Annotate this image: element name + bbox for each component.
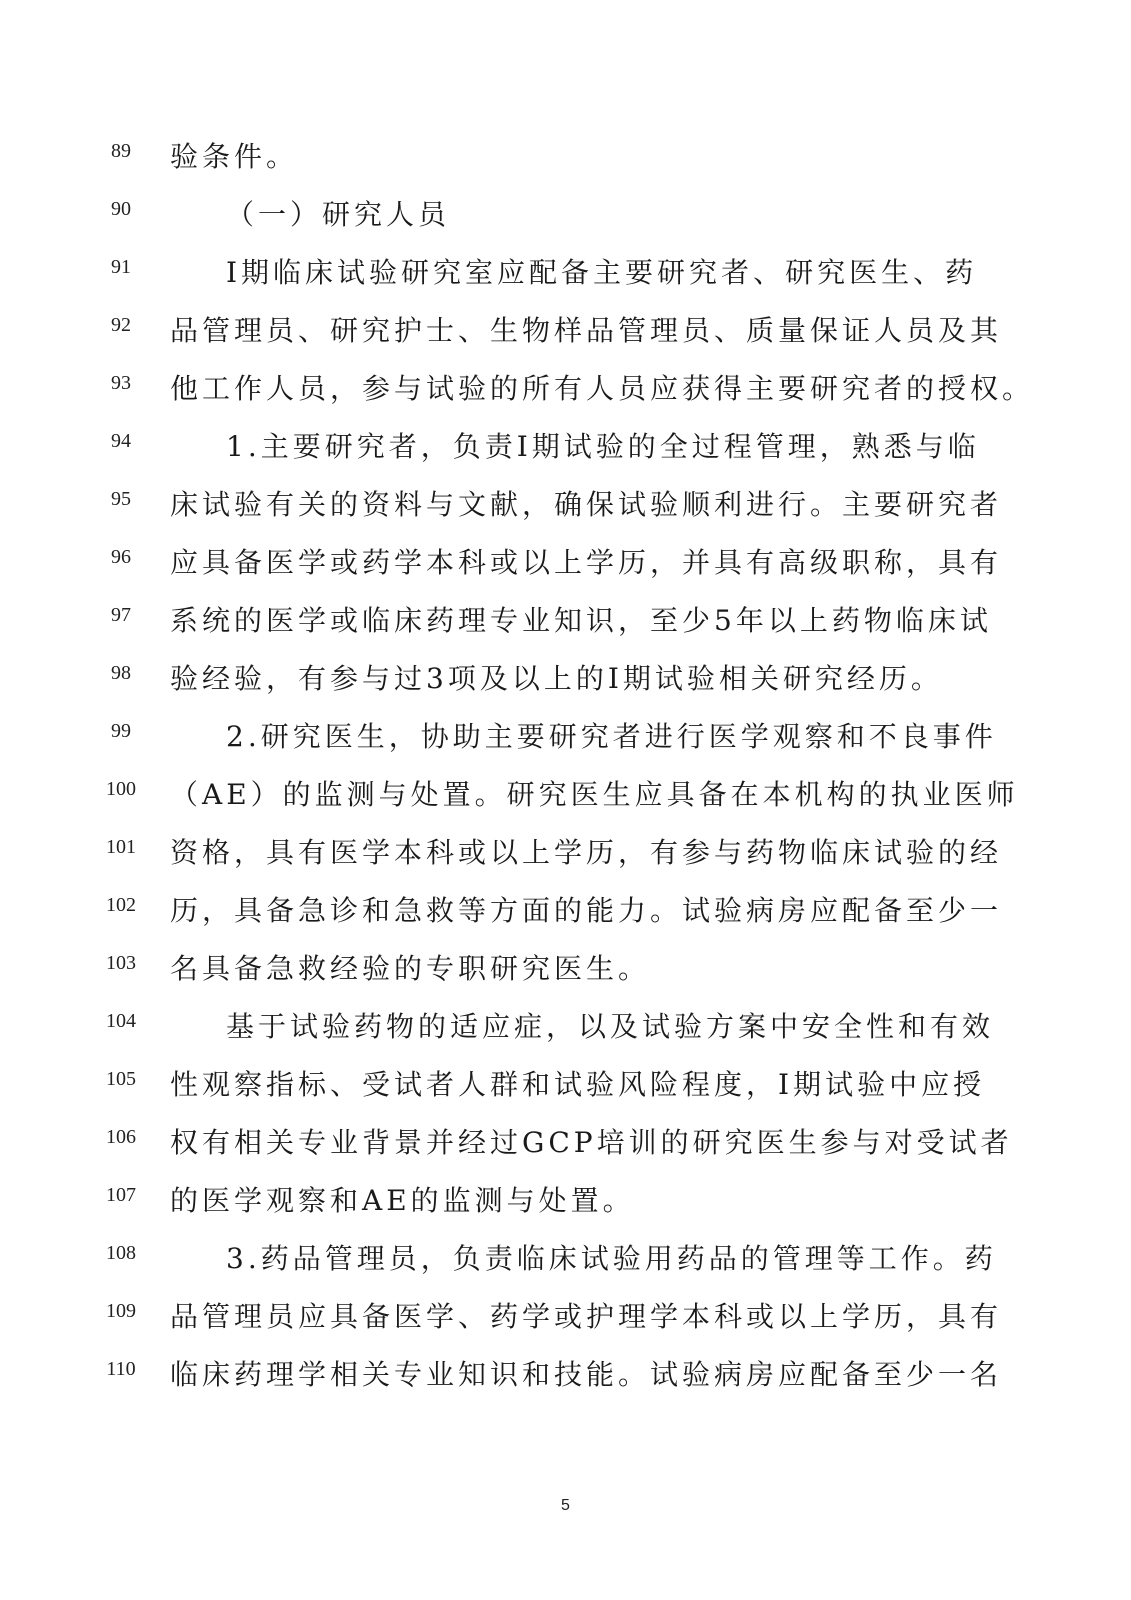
line-number: 107 xyxy=(106,1184,136,1206)
line-number: 89 xyxy=(111,140,131,162)
line-text: 系统的医学或临床药理专业知识，至少5年以上药物临床试 xyxy=(170,604,992,637)
line-97 xyxy=(0,592,1131,650)
line-number: 105 xyxy=(106,1068,136,1090)
line-109 xyxy=(0,1288,1131,1346)
line-105 xyxy=(0,1056,1131,1114)
line-text: 2.研究医生，协助主要研究者进行医学观察和不良事件 xyxy=(226,720,997,753)
line-text: 名具备急救经验的专职研究医生。 xyxy=(170,952,651,985)
line-text: 他工作人员，参与试验的所有人员应获得主要研究者的授权。 xyxy=(170,372,1035,405)
line-number: 104 xyxy=(106,1010,136,1032)
line-text: 性观察指标、受试者人群和试验风险程度，I期试验中应授 xyxy=(170,1068,986,1101)
line-90 xyxy=(0,186,1131,244)
line-103 xyxy=(0,940,1131,998)
section-heading: （一）研究人员 xyxy=(226,198,451,231)
line-101 xyxy=(0,824,1131,882)
line-text: 权有相关专业背景并经过GCP培训的研究医生参与对受试者 xyxy=(170,1126,1013,1159)
line-number: 92 xyxy=(111,314,131,336)
line-number: 109 xyxy=(106,1300,136,1322)
line-102 xyxy=(0,882,1131,940)
line-93 xyxy=(0,360,1131,418)
line-98 xyxy=(0,650,1131,708)
line-number: 99 xyxy=(111,720,131,742)
line-number: 106 xyxy=(106,1126,136,1148)
line-text: 基于试验药物的适应症，以及试验方案中安全性和有效 xyxy=(226,1010,995,1043)
line-number: 103 xyxy=(106,952,136,974)
line-100 xyxy=(0,766,1131,824)
line-text: 验经验，有参与过3项及以上的I期试验相关研究经历。 xyxy=(170,662,943,695)
line-99 xyxy=(0,708,1131,766)
line-text: 资格，具有医学本科或以上学历，有参与药物临床试验的经 xyxy=(170,836,1003,869)
line-number: 91 xyxy=(111,256,131,278)
line-number: 100 xyxy=(106,778,136,800)
line-text: （AE）的监测与处置。研究医生应具备在本机构的执业医师 xyxy=(170,778,1019,811)
line-number: 98 xyxy=(111,662,131,684)
line-108 xyxy=(0,1230,1131,1288)
line-number: 97 xyxy=(111,604,131,626)
line-107 xyxy=(0,1172,1131,1230)
line-text: 临床药理学相关专业知识和技能。试验病房应配备至少一名 xyxy=(170,1358,1003,1391)
line-number: 90 xyxy=(111,198,131,220)
line-94 xyxy=(0,418,1131,476)
line-96 xyxy=(0,534,1131,592)
line-104 xyxy=(0,998,1131,1056)
line-number: 95 xyxy=(111,488,131,510)
line-text: 1.主要研究者，负责I期试验的全过程管理，熟悉与临 xyxy=(226,430,980,463)
line-text: 的医学观察和AE的监测与处置。 xyxy=(170,1184,635,1217)
line-number: 102 xyxy=(106,894,136,916)
line-92 xyxy=(0,302,1131,360)
line-89 xyxy=(0,128,1131,186)
line-number: 110 xyxy=(106,1358,136,1380)
line-91 xyxy=(0,244,1131,302)
line-number: 101 xyxy=(106,836,136,858)
line-text: 验条件。 xyxy=(170,140,299,173)
line-95 xyxy=(0,476,1131,534)
line-text: 历，具备急诊和急救等方面的能力。试验病房应配备至少一 xyxy=(170,894,1003,927)
line-number: 93 xyxy=(111,372,131,394)
line-text: 品管理员应具备医学、药学或护理学本科或以上学历，具有 xyxy=(170,1300,1003,1333)
line-number: 94 xyxy=(111,430,131,452)
line-number: 108 xyxy=(106,1242,136,1264)
line-text: I期临床试验研究室应配备主要研究者、研究医生、药 xyxy=(226,256,978,289)
line-text: 品管理员、研究护士、生物样品管理员、质量保证人员及其 xyxy=(170,314,1003,347)
line-text: 3.药品管理员，负责临床试验用药品的管理等工作。药 xyxy=(226,1242,997,1275)
line-text: 床试验有关的资料与文献，确保试验顺利进行。主要研究者 xyxy=(170,488,1003,521)
line-text: 应具备医学或药学本科或以上学历，并具有高级职称，具有 xyxy=(170,546,1003,579)
line-number: 96 xyxy=(111,546,131,568)
line-106 xyxy=(0,1114,1131,1172)
line-110 xyxy=(0,1346,1131,1404)
page-number: 5 xyxy=(561,1497,570,1514)
